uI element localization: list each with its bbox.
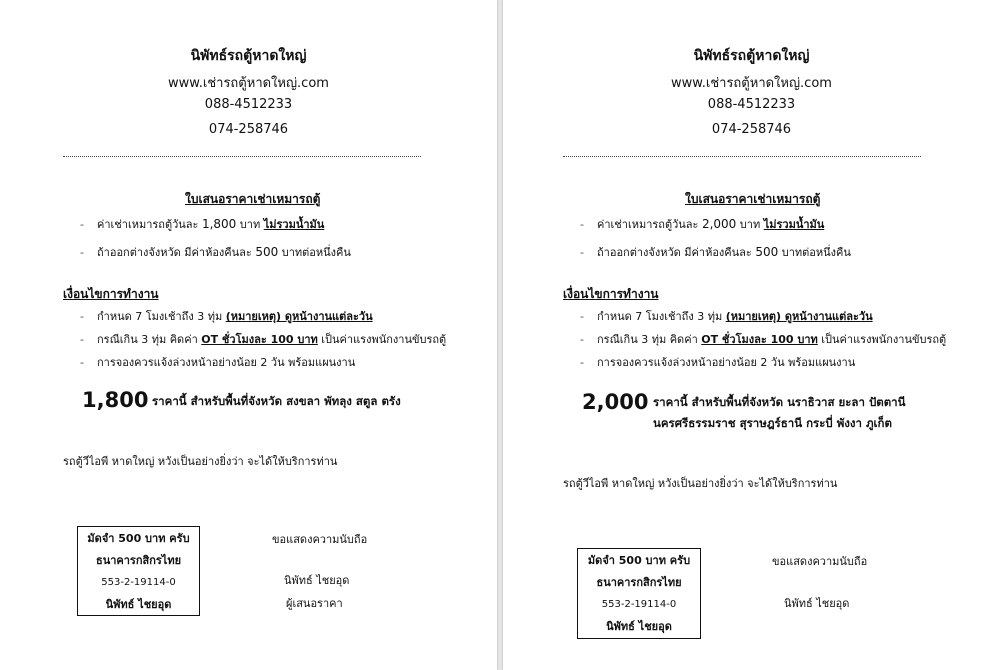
quote-title: ใบเสนอราคาเช่าเหมารถตู้ [185,192,321,206]
rate-item: - ค่าเช่าเหมารถตู้วันละ 1,800 บาท ไม่รวมน้ำมัน [80,217,325,231]
bank-name: ธนาคารกสิกรไทย [596,576,682,589]
rate-item: - ถ้าออกต่างจังหวัด มีค่าห้องคืนละ 500 บาทต่อหนึ่งคืน [80,245,351,259]
condition-item: - กำหนด 7 โมงเช้าถึง 3 ทุ่ม (หมายเหตุ) ดูหน้างานแต่ละวัน [80,310,373,323]
deposit-box [77,526,200,616]
condition-item: - การจองควรแจ้งล่วงหน้าอย่างน้อย 2 วัน พร้อมแผนงาน [80,356,356,369]
deposit-line: มัดจำ 500 บาท ครับ [87,532,190,545]
signature-role: ผู้เสนอราคา [286,597,343,610]
dotted-divider [563,156,921,157]
conditions-title: เงื่อนไขการทำงาน [63,287,159,301]
quotation-page-1800 [0,0,497,670]
account-number: 553-2-19114-0 [601,599,677,610]
website: www.เช่ารถตู้หาดใหญ่.com [671,76,832,91]
conditions-title: เงื่อนไขการทำงาน [563,287,659,301]
condition-item: - กำหนด 7 โมงเช้าถึง 3 ทุ่ม (หมายเหตุ) ดูหน้างานแต่ละวัน [580,310,873,323]
rate-item: - ถ้าออกต่างจังหวัด มีค่าห้องคืนละ 500 บาทต่อหนึ่งคืน [580,245,851,259]
signature-name: นิพัทธ์ ไชยอุด [784,597,850,610]
company-name: นิพัทธ์รถตู้หาดใหญ่ [190,48,307,64]
quotation-page-2000 [503,0,1000,670]
condition-item: - การจองควรแจ้งล่วงหน้าอย่างน้อย 2 วัน พร้อมแผนงาน [580,356,856,369]
phone-1: 088-4512233 [707,97,796,112]
big-price: 1,800 [82,388,149,412]
price-area-note-2: นครศรีธรรมราช สุราษฎร์ธานี กระบี่ พังงา ภูเก็ต [653,416,892,430]
quote-title: ใบเสนอราคาเช่าเหมารถตู้ [685,192,821,206]
price-area-note: ราคานี้ สำหรับพื้นที่จังหวัด สงขลา พัทลุง สตูล ตรัง [152,394,401,408]
bank-name: ธนาคารกสิกรไทย [95,554,182,567]
price-area-note: ราคานี้ สำหรับพื้นที่จังหวัด นราธิวาส ยะลา ปัตตานี [653,395,906,409]
closing-text: รถตู้วีไอพี หาดใหญ่ หวังเป็นอย่างยิ่งว่า จะได้ให้บริการท่าน [63,455,338,468]
account-name: นิพัทธ์ ไชยอุด [105,598,172,611]
account-number: 553-2-19114-0 [101,577,176,588]
company-name: นิพัทธ์รถตู้หาดใหญ่ [693,48,810,64]
rate-item: - ค่าเช่าเหมารถตู้วันละ 2,000 บาท ไม่รวมน้ำมัน [580,217,825,231]
deposit-line: มัดจำ 500 บาท ครับ [587,554,691,567]
phone-1: 088-4512233 [204,97,293,112]
account-name: นิพัทธ์ ไชยอุด [606,620,672,633]
dotted-divider [63,156,421,157]
signature-regards: ขอแสดงความนับถือ [772,555,868,568]
phone-2: 074-258746 [208,122,289,137]
condition-item: - กรณีเกิน 3 ทุ่ม คิดค่า OT ชั่วโมงละ 100 บาท เป็นค่าแรงพนักงานขับรถตู้ [80,333,447,346]
big-price: 2,000 [582,390,649,414]
website: www.เช่ารถตู้หาดใหญ่.com [168,76,329,91]
condition-item: - กรณีเกิน 3 ทุ่ม คิดค่า OT ชั่วโมงละ 100 บาท เป็นค่าแรงพนักงานขับรถตู้ [580,333,947,346]
signature-regards: ขอแสดงความนับถือ [272,533,368,546]
deposit-box [577,548,701,639]
signature-name: นิพัทธ์ ไชยอุด [284,574,350,587]
phone-2: 074-258746 [711,122,792,137]
closing-text: รถตู้วีไอพี หาดใหญ่ หวังเป็นอย่างยิ่งว่า จะได้ให้บริการท่าน [563,477,838,490]
